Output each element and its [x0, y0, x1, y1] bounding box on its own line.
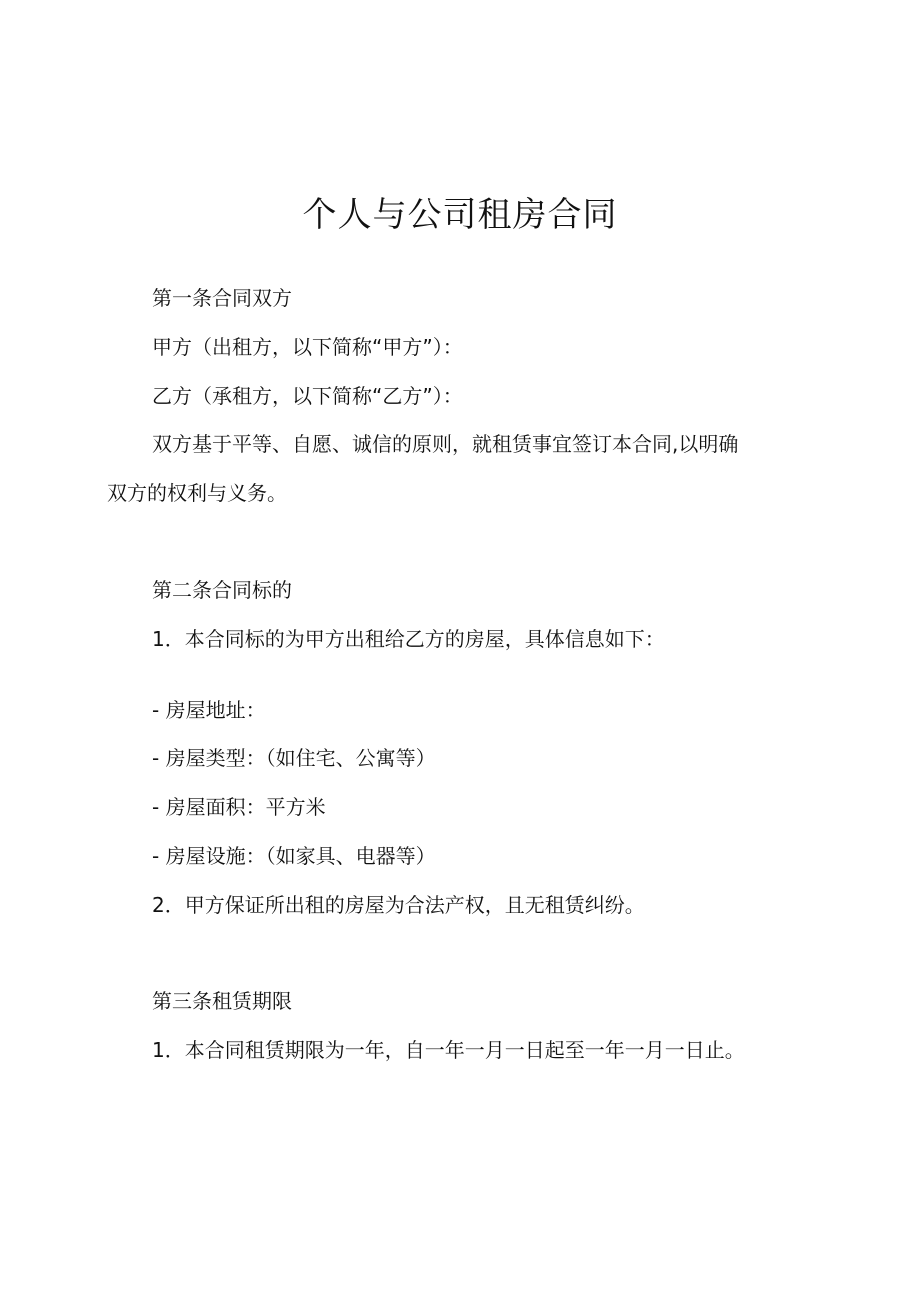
house-area-item: - 房屋面积：平方米	[152, 795, 326, 819]
principle-paragraph-line-2: 双方的权利与义务。	[107, 481, 287, 505]
subject-clause-1: 1．本合同标的为甲方出租给乙方的房屋，具体信息如下：	[152, 627, 665, 651]
house-facilities-item: - 房屋设施：（如家具、电器等）	[152, 844, 436, 868]
document-title: 个人与公司租房合同	[302, 194, 618, 235]
party-a-line: 甲方（出租方，以下简称“甲方”）：	[152, 335, 463, 359]
principle-paragraph-line-1: 双方基于平等、自愿、诚信的原则，就租赁事宜签订本合同,以明确	[152, 432, 739, 456]
section-1-heading: 第一条合同双方	[152, 286, 292, 310]
house-address-item: - 房屋地址：	[152, 698, 266, 722]
section-2-heading: 第二条合同标的	[152, 578, 292, 602]
term-clause-1: 1．本合同租赁期限为一年，自一年一月一日起至一年一月一日止。	[152, 1038, 745, 1062]
party-b-line: 乙方（承租方，以下简称“乙方”）：	[152, 384, 463, 408]
house-type-item: - 房屋类型：（如住宅、公寓等）	[152, 746, 436, 770]
subject-clause-2: 2．甲方保证所出租的房屋为合法产权，且无租赁纠纷。	[152, 893, 645, 917]
section-3-heading: 第三条租赁期限	[152, 989, 292, 1013]
